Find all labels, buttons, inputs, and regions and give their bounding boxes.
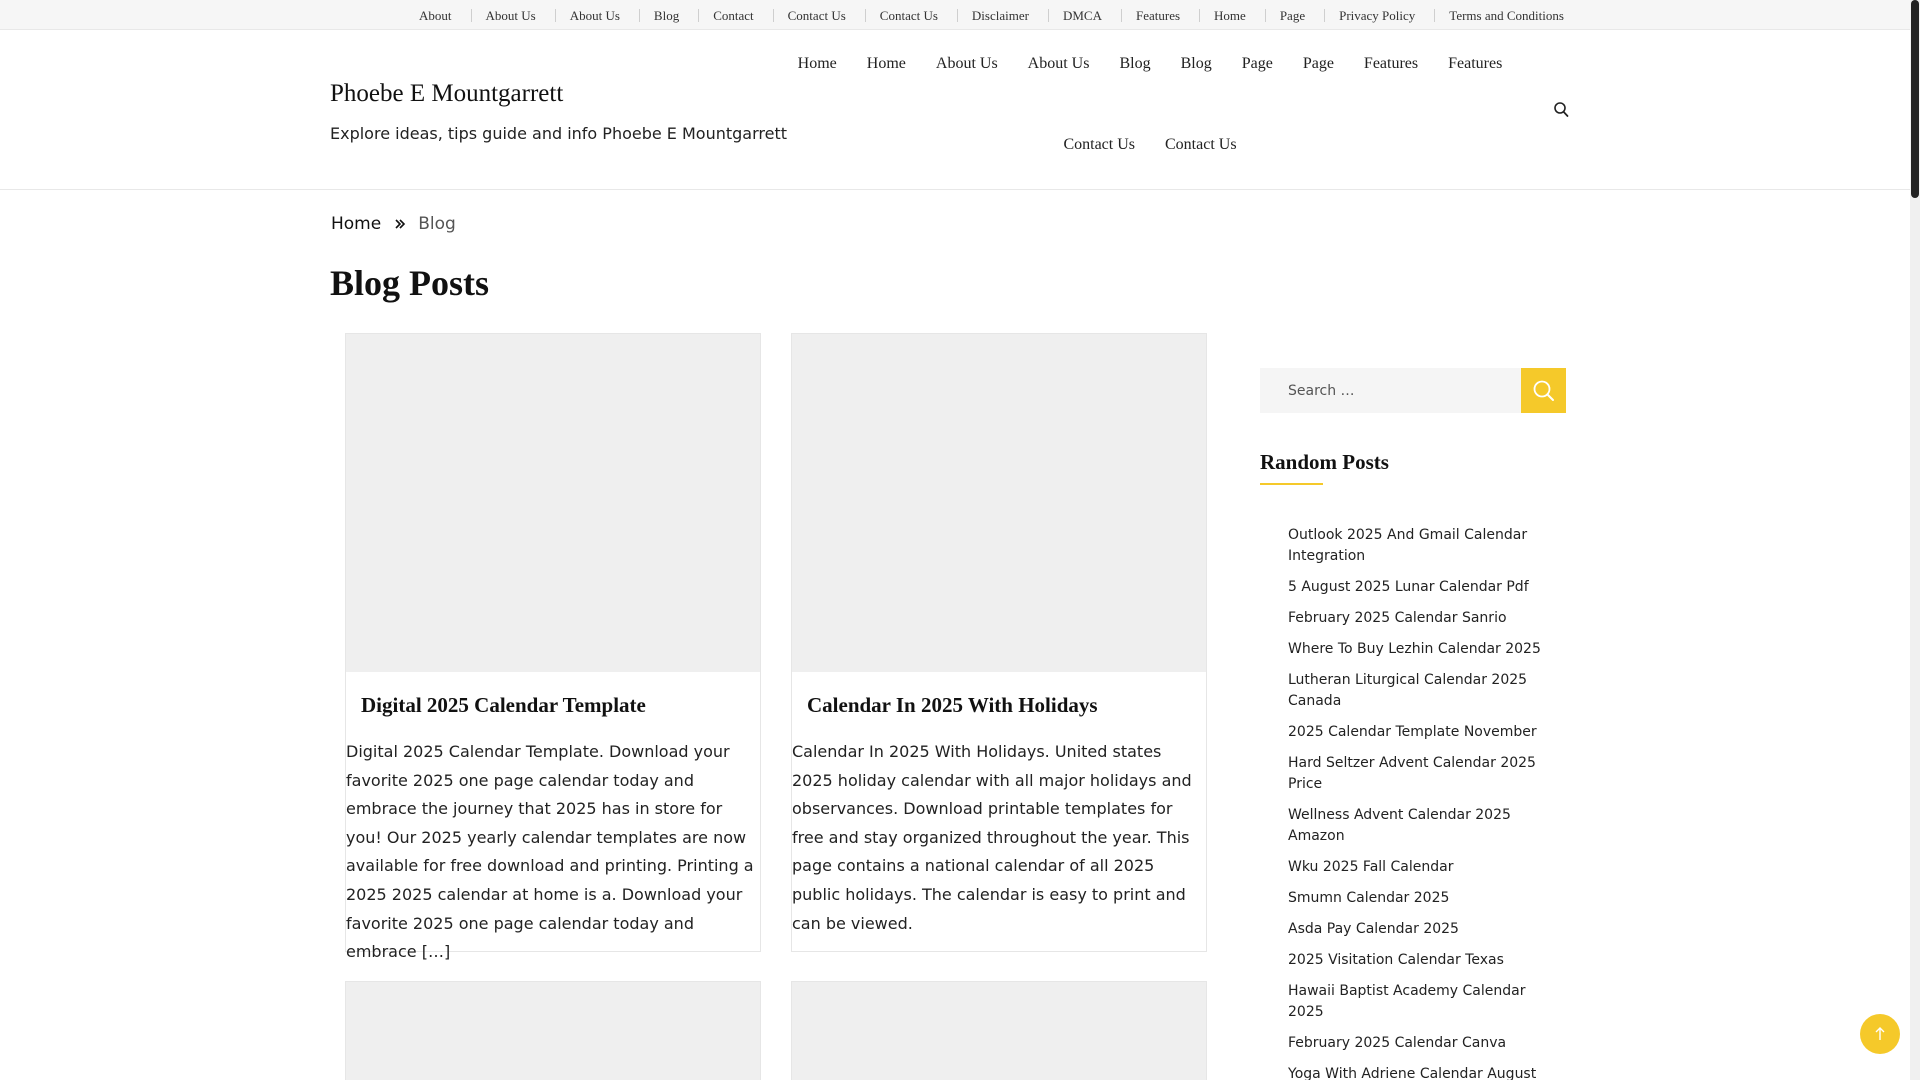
random-post-link[interactable]: 2025 Calendar Template November [1288, 724, 1537, 740]
top-link-blog[interactable]: Blog [640, 9, 699, 22]
post-thumbnail[interactable] [346, 334, 760, 672]
random-post-link[interactable]: Outlook 2025 And Gmail Calendar Integration [1288, 527, 1528, 564]
top-bar [0, 0, 1910, 30]
list-item [1288, 1064, 1550, 1080]
post-card [791, 333, 1207, 952]
sidebar-search-form [1260, 368, 1566, 413]
list-item [1288, 1033, 1550, 1054]
top-link-about-us[interactable]: About Us [472, 9, 556, 22]
site-title[interactable]: Phoebe E Mountgarrett [330, 80, 564, 107]
nav-item-blog-2[interactable]: Blog [1180, 55, 1212, 72]
post-card [791, 981, 1207, 1080]
random-posts-list [1288, 525, 1550, 1080]
random-post-link[interactable]: Smumn Calendar 2025 [1288, 890, 1450, 906]
random-post-link[interactable]: February 2025 Calendar Canva [1288, 1035, 1507, 1051]
top-link-about[interactable]: About [405, 9, 472, 22]
list-item [1288, 722, 1550, 743]
post-title[interactable]: Digital 2025 Calendar Template [361, 693, 646, 717]
page-title: Blog Posts [330, 263, 490, 303]
random-post-link[interactable]: February 2025 Calendar Sanrio [1288, 610, 1507, 626]
random-post-link[interactable]: Yoga With Adriene Calendar August [1288, 1066, 1537, 1080]
nav-item-about-us-2[interactable]: About Us [1027, 55, 1090, 72]
nav-item-about-us[interactable]: About Us [935, 55, 998, 72]
top-link-contact-us-2[interactable]: Contact Us [866, 9, 958, 22]
nav-item-page-2[interactable]: Page [1302, 55, 1334, 72]
search-button[interactable] [1521, 368, 1566, 413]
top-link-privacy-policy[interactable]: Privacy Policy [1325, 9, 1435, 22]
random-posts-title: Random Posts [1260, 450, 1389, 474]
list-item [1288, 919, 1550, 940]
list-item [1288, 857, 1550, 878]
breadcrumb-current: Blog [418, 214, 456, 234]
search-icon [1532, 379, 1556, 403]
header-divider [0, 189, 1910, 190]
random-post-link[interactable]: Wku 2025 Fall Calendar [1288, 859, 1454, 875]
random-post-link[interactable]: Hard Seltzer Advent Calendar 2025 Price [1288, 755, 1536, 792]
random-post-link[interactable]: Asda Pay Calendar 2025 [1288, 921, 1459, 937]
main-nav [770, 52, 1530, 157]
widget-title-underline [1260, 483, 1323, 485]
top-bar-nav [405, 0, 1583, 30]
random-post-link[interactable]: Hawaii Baptist Academy Calendar 2025 [1288, 983, 1526, 1020]
post-thumbnail[interactable] [792, 334, 1206, 672]
nav-item-home-2[interactable]: Home [866, 55, 906, 72]
list-item [1288, 888, 1550, 909]
list-item [1288, 525, 1550, 567]
random-post-link[interactable]: 2025 Visitation Calendar Texas [1288, 952, 1504, 968]
top-link-home[interactable]: Home [1200, 9, 1266, 22]
random-post-link[interactable]: Wellness Advent Calendar 2025 Amazon [1288, 807, 1511, 844]
nav-item-contact-us-2[interactable]: Contact Us [1165, 136, 1237, 153]
double-chevron-right-icon [394, 215, 406, 234]
nav-item-features[interactable]: Features [1363, 55, 1419, 72]
list-item [1288, 753, 1550, 795]
breadcrumb [331, 214, 456, 234]
post-title[interactable]: Calendar In 2025 With Holidays [807, 693, 1098, 717]
post-card [345, 981, 761, 1080]
nav-item-contact-us[interactable]: Contact Us [1063, 136, 1135, 153]
nav-item-features-2[interactable]: Features [1448, 55, 1503, 72]
nav-item-home[interactable]: Home [797, 55, 837, 72]
post-card [345, 333, 761, 962]
random-post-link[interactable]: Lutheran Liturgical Calendar 2025 Canada [1288, 672, 1528, 709]
top-link-page[interactable]: Page [1266, 9, 1325, 22]
top-link-contact[interactable]: Contact [699, 9, 773, 22]
post-excerpt: Digital 2025 Calendar Template. Download your favorite 2025 one page calendar today and embrace the journey that 2025 has in store for you! Our 2025 yearly calendar templates are now available for free download and printing. Printing a 2025 2025 calendar at home is a. Download your favorite 2025 one page calendar today and embrace […] [346, 742, 754, 962]
page-scrollbar[interactable] [1910, 0, 1920, 1080]
header-search-toggle[interactable] [1553, 101, 1569, 119]
nav-item-blog[interactable]: Blog [1119, 55, 1151, 72]
breadcrumb-home[interactable]: Home [331, 214, 382, 234]
top-link-features[interactable]: Features [1122, 9, 1200, 22]
list-item [1288, 608, 1550, 629]
list-item [1288, 805, 1550, 847]
list-item [1288, 577, 1550, 598]
scrollbar-thumb[interactable] [1911, 0, 1919, 198]
nav-item-page[interactable]: Page [1241, 55, 1273, 72]
list-item [1288, 670, 1550, 712]
post-thumbnail[interactable] [792, 982, 1206, 1080]
top-link-disclaimer[interactable]: Disclaimer [958, 9, 1049, 22]
random-post-link[interactable]: Where To Buy Lezhin Calendar 2025 [1288, 641, 1541, 657]
top-link-terms[interactable]: Terms and Conditions [1449, 7, 1564, 23]
search-input[interactable] [1260, 368, 1521, 413]
list-item [1288, 981, 1550, 1023]
top-link-about-us-2[interactable]: About Us [556, 9, 640, 22]
top-link-dmca[interactable]: DMCA [1049, 9, 1122, 22]
post-excerpt: Calendar In 2025 With Holidays. United states 2025 holiday calendar with all major holidays and observances. Download printable templates for free and stay organized throughout the year. This page contains a national calendar of all 2025 public holidays. The calendar is easy to print and can be viewed. [792, 742, 1192, 933]
post-thumbnail[interactable] [346, 982, 760, 1080]
back-to-top-button[interactable] [1860, 1014, 1900, 1054]
site-description: Explore ideas, tips guide and info Phoebe E Mountgarrett [330, 124, 788, 143]
random-post-link[interactable]: 5 August 2025 Lunar Calendar Pdf [1288, 579, 1529, 595]
list-item [1288, 950, 1550, 971]
arrow-up-icon [1873, 1026, 1887, 1042]
top-link-contact-us[interactable]: Contact Us [774, 9, 866, 22]
search-icon [1553, 101, 1569, 119]
list-item [1288, 639, 1550, 660]
